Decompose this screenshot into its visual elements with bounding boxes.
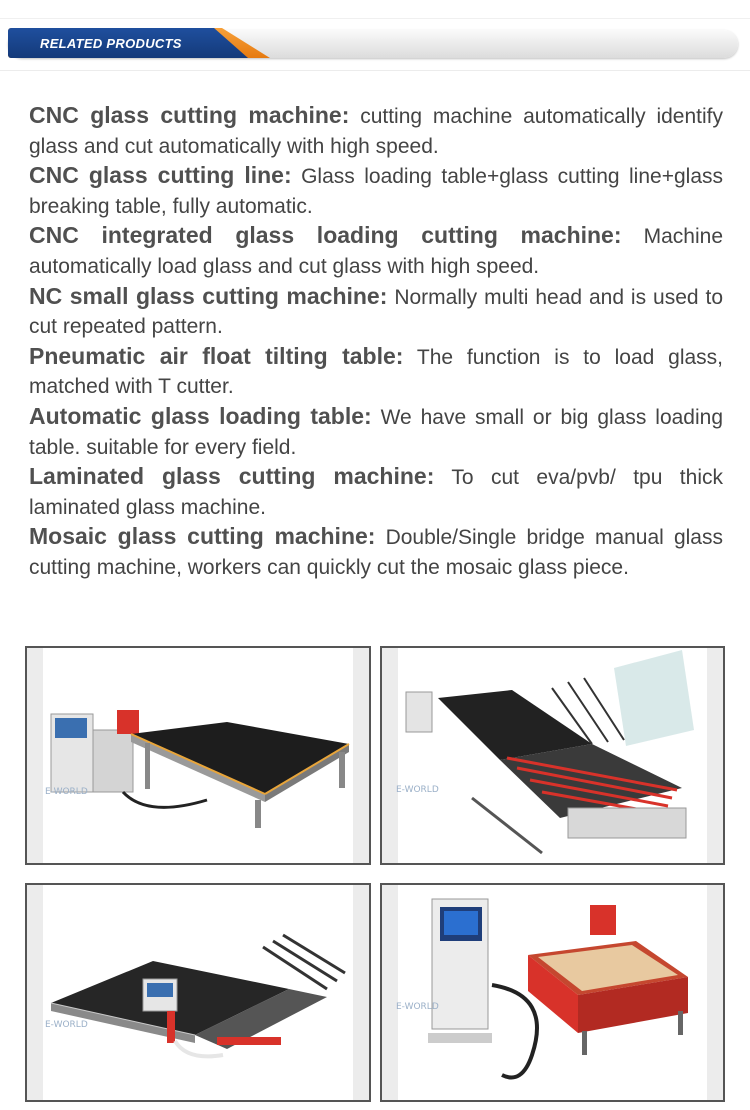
cnc-cutting-machine-illustration xyxy=(27,648,369,863)
product-photo-integrated-loading-cutting[interactable] xyxy=(25,883,371,1102)
product-item xyxy=(29,101,723,161)
product-desc: The function is to load glass, matched with T cutter. xyxy=(29,345,724,399)
product-desc: cutting machine automatically identify glass and cut automatically with high speed. xyxy=(29,105,723,158)
cnc-cutting-line-illustration xyxy=(382,648,723,863)
product-name: CNC glass cutting machine: xyxy=(29,102,350,128)
top-divider xyxy=(0,18,750,19)
product-item xyxy=(29,522,723,582)
header-divider xyxy=(0,70,750,71)
product-desc: Normally multi head and is used to cut repeated pattern. xyxy=(29,285,723,339)
product-name: CNC integrated glass loading cutting machine: xyxy=(29,222,622,249)
product-name: Laminated glass cutting machine: xyxy=(29,463,435,490)
product-item xyxy=(29,342,723,402)
product-desc: Glass loading table+glass cutting line+glass breaking table, fully automatic. xyxy=(29,165,723,218)
product-name: CNC glass cutting line: xyxy=(29,162,292,189)
integrated-loading-cutting-illustration xyxy=(27,885,369,1100)
product-item xyxy=(29,161,723,221)
product-desc: Double/Single bridge manual glass cutting machine, workers can quickly cut the mosaic glass piece. xyxy=(29,526,723,579)
related-products-banner xyxy=(8,26,738,62)
product-item xyxy=(29,402,723,462)
product-desc: We have small or big glass loading table. suitable for every field. xyxy=(29,405,724,459)
product-photo-nc-small-cutting[interactable] xyxy=(380,883,725,1102)
product-item xyxy=(29,221,723,281)
product-name: Automatic glass loading table: xyxy=(29,402,372,429)
product-descriptions xyxy=(29,101,723,583)
product-name: Mosaic glass cutting machine: xyxy=(29,523,376,550)
watermark-text: E-WORLD xyxy=(396,1002,439,1012)
product-photo-cnc-cutting-machine[interactable] xyxy=(25,646,371,865)
watermark-text: E-WORLD xyxy=(45,787,88,797)
watermark-text: E-WORLD xyxy=(396,785,439,795)
product-desc: Machine automatically load glass and cut glass with high speed. xyxy=(29,225,723,278)
product-name: Pneumatic air float tilting table: xyxy=(29,342,404,369)
banner-title: RELATED PRODUCTS xyxy=(40,36,182,51)
product-item xyxy=(29,462,723,522)
product-photo-cnc-cutting-line[interactable] xyxy=(380,646,725,865)
nc-small-cutting-illustration xyxy=(382,885,723,1100)
product-desc: To cut eva/pvb/ tpu thick laminated glass machine. xyxy=(29,466,723,519)
product-name: NC small glass cutting machine: xyxy=(29,282,388,309)
watermark-text: E-WORLD xyxy=(45,1020,88,1030)
product-item xyxy=(29,282,723,342)
